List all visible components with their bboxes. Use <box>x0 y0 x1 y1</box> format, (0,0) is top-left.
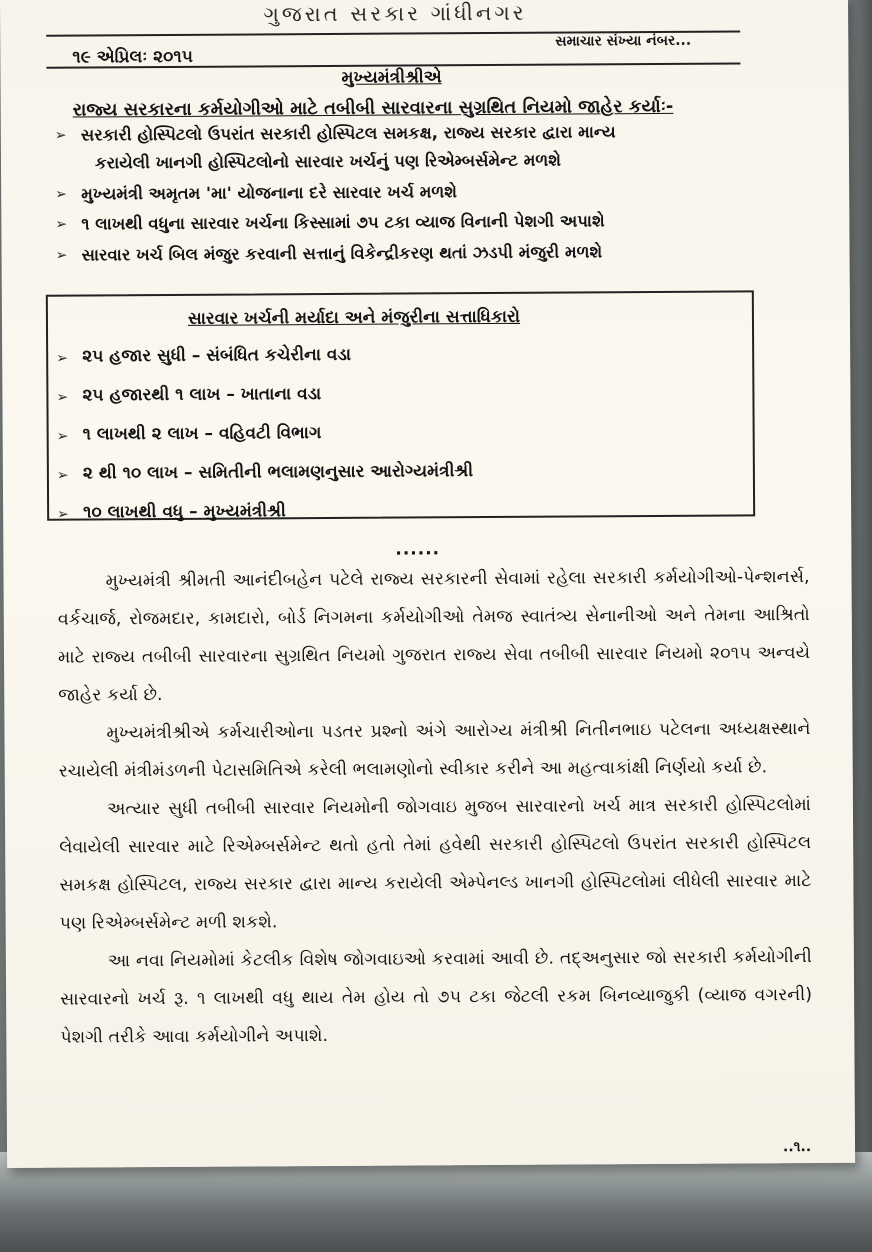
arrow-bullet-icon: ➢ <box>57 506 69 523</box>
limit-item-text: ૨ થી ૧૦ લાખ – સમિતીની ભલામણનુસાર આરોગ્યમંત્રીશ્રી <box>82 461 474 484</box>
limit-item <box>56 379 746 422</box>
limit-item-text: ૧ લાખથી ૨ લાખ – વહિવટી વિભાગ <box>82 423 322 445</box>
list-item-text: સારવાર ખર્ચ બિલ મંજુર કરવાની સત્તાનું વિકેન્દ્રીકરણ થતાં ઝડપી મંજુરી મળશે <box>81 242 603 265</box>
paragraph: અત્યાર સુધી તબીબી સારવાર નિયમોની જોગવાઇ મુજબ સારવારનો ખર્ચ માત્ર સરકારી હોસ્પિટલોમાં લેવાયેલી સારવાર માટે રિએમ્બર્સમેન્ટ થતો હતો તેમાં હવેથી સરકારી હોસ્પિટલો ઉપરાંત સરકારી હોસ્પિટલ સમકક્ષ હોસ્પિટલ, રાજ્ય સરકાર દ્વારા માન્ય કરાયેલી એમ્પેનલ્ડ ખાનગી હોસ્પિટલોમાં લીધેલી સારવાર માટે પણ રિએમ્બર્સમેન્ટ મળી શકશે. <box>59 795 812 934</box>
limit-item <box>56 340 746 383</box>
arrow-bullet-icon: ➢ <box>54 127 67 144</box>
limit-item <box>57 496 747 539</box>
headline: રાજ્ય સરકારના કર્મયોગીઓ માટે તબીબી સારવારના સુગ્રથિત નિયમો જાહેર કર્યાઃ- <box>72 95 674 121</box>
limit-item-text: ૧૦ લાખથી વધુ – મુખ્યમંત્રીશ્રી <box>83 501 286 523</box>
paragraph: મુખ્યમંત્રી શ્રીમતી આનંદીબહેન પટેલે રાજ્ય સરકારની સેવામાં રહેલા સરકારી કર્મયોગીઓ-પેન્શનર્સ, વર્કચાર્જ, રોજમદાર, કામદારો, બોર્ડ નિગમના કર્મયોગીઓ તેમજ સ્વાતંત્ર્ય સેનાનીઓ અને તેમના આશ્રિતો માટે રાજ્ય તબીબી સારવારના સુગ્રથિત નિયમો ગુજરાત રાજ્ય સેવા તબીબી સારવાર નિયમો ૨૦૧૫ અન્વયે જાહેર કર્યા છે. <box>57 567 811 706</box>
limit-item-text: ૨૫ હજારથી ૧ લાખ – ખાતાના વડા <box>82 384 322 406</box>
release-date: ૧૯ એપ્રિલઃ ૨૦૧૫ <box>72 46 193 68</box>
arrow-bullet-icon: ➢ <box>55 186 67 203</box>
arrow-bullet-icon: ➢ <box>56 428 69 445</box>
list-item <box>55 121 755 173</box>
list-item <box>55 180 755 204</box>
body-text <box>57 558 812 1057</box>
press-release-number: સમાચાર સંખ્યા નંબર... <box>555 32 692 50</box>
limits-box-title: સારવાર ખર્ચની મર્યાદા અને મંજુરીના સત્તાધિકારો <box>187 306 521 329</box>
limit-item-text: ૨૫ હજાર સુધી – સંબંધિત કચેરીના વડા <box>82 344 352 367</box>
page-number: ..૧.. <box>782 1139 812 1156</box>
office-header: ગુજરાત સરકાર ગાંધીનગર <box>263 0 527 26</box>
list-item <box>55 211 755 235</box>
list-item-text-continued: કરાયેલી ખાનગી હોસ્પિટલોનો સારવાર ખર્ચનું પણ રિએમ્બર્સમેન્ટ મળશે <box>94 150 562 173</box>
arrow-bullet-icon: ➢ <box>55 247 68 264</box>
arrow-bullet-icon: ➢ <box>55 216 68 234</box>
limits-box <box>46 290 755 523</box>
list-item-text: સરકારી હોસ્પિટલો ઉપરાંત સરકારી હોસ્પિટલ સમકક્ષ, રાજ્ય સરકાર દ્વારા માન્ય <box>80 122 616 145</box>
arrow-bullet-icon: ➢ <box>56 389 69 406</box>
list-item <box>56 242 756 266</box>
list-item-text: મુખ્યમંત્રી અમૃતમ 'મા' યોજનાના દરે સારવાર ખર્ચ મળશે <box>81 181 458 204</box>
highlights-list <box>55 121 756 276</box>
arrow-bullet-icon: ➢ <box>56 350 68 367</box>
paragraph: આ નવા નિયમોમાં કેટલીક વિશેષ જોગવાઇઓ કરવામાં આવી છે. તદ્અનુસાર જો સરકારી કર્મયોગીની સારવારનો ખર્ચ રૂ. ૧ લાખથી વધુ થાય તેમ હોય તો ૭૫ ટકા જેટલી રકમ બિનવ્યાજુકી (વ્યાજ વગરની) પેશગી તરીકે આવા કર્મયોગીને અપાશે. <box>60 947 813 1048</box>
limit-item <box>57 457 747 500</box>
list-item-text: ૧ લાખથી વધુના સારવાર ખર્ચના કિસ્સામાં ૭૫ ટકા વ્યાજ વિનાની પેશગી અપાશે <box>81 211 605 234</box>
paragraph: મુખ્યમંત્રીશ્રીએ કર્મચારીઓના પડતર પ્રશ્નો અંગે આરોગ્ય મંત્રીશ્રી નિતીનભાઇ પટેલના અધ્યક્ષસ્થાને રચાયેલી મંત્રીમંડળની પેટાસમિતિએ કરેલી ભલામણોનો સ્વીકાર કરીને આ મહત્વાકાંક્ષી નિર્ણયો કર્યા છે. <box>58 719 811 782</box>
subject-line: મુખ્યમંત્રીશ્રીએ <box>341 67 442 88</box>
limits-list <box>56 340 747 539</box>
limit-item <box>57 418 747 461</box>
section-separator: ...... <box>395 539 441 560</box>
arrow-bullet-icon: ➢ <box>56 467 69 484</box>
